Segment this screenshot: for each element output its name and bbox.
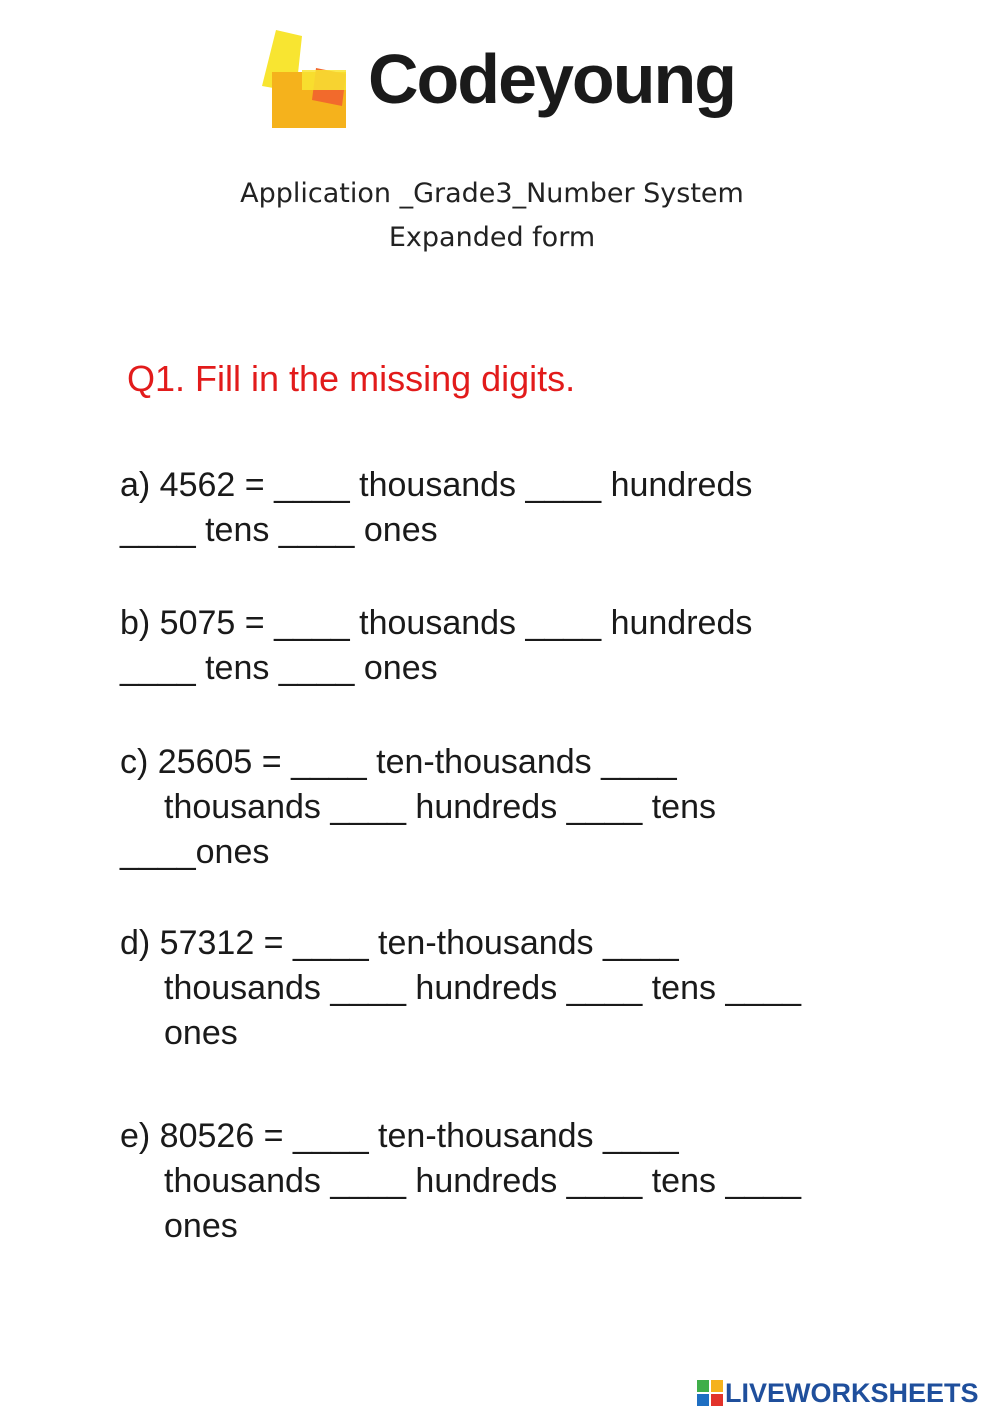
- watermark-text: LIVEWORKSHEETS: [725, 1378, 979, 1408]
- exercise-line: ____ones: [120, 833, 270, 871]
- worksheet-subtitle: Expanded form: [388, 222, 596, 253]
- exercise-line: ones: [164, 1014, 238, 1052]
- brand-name: Codeyoung: [368, 40, 735, 118]
- exercise-line: b) 5075 = ____ thousands ____ hundreds: [120, 604, 753, 642]
- exercise-line: thousands ____ hundreds ____ tens ____: [164, 1162, 802, 1200]
- exercise-line: ____ tens ____ ones: [120, 649, 438, 687]
- exercise-line: ____ tens ____ ones: [120, 511, 438, 549]
- exercise-line: a) 4562 = ____ thousands ____ hundreds: [120, 466, 753, 504]
- worksheet-title: Application _Grade3_Number System: [240, 178, 744, 209]
- question-heading: Q1. Fill in the missing digits.: [127, 358, 576, 399]
- exercise-line: d) 57312 = ____ ten-thousands ____: [120, 924, 679, 962]
- exercise-line: c) 25605 = ____ ten-thousands ____: [120, 743, 677, 781]
- exercise-line: ones: [164, 1207, 238, 1245]
- codeyoung-logo-mark-icon: [262, 30, 352, 135]
- exercise-line: thousands ____ hundreds ____ tens ____: [164, 969, 802, 1007]
- exercise-item-e: [120, 1114, 801, 1249]
- exercise-item-a: [120, 463, 752, 553]
- exercise-item-d: [120, 921, 801, 1056]
- exercise-line: thousands ____ hundreds ____ tens: [164, 788, 717, 826]
- exercise-item-c: [120, 740, 716, 875]
- liveworksheets-watermark: [697, 1378, 979, 1408]
- codeyoung-logo: [262, 30, 792, 145]
- exercise-item-b: [120, 601, 752, 691]
- liveworksheets-logo-icon: [697, 1380, 723, 1406]
- exercise-line: e) 80526 = ____ ten-thousands ____: [120, 1117, 679, 1155]
